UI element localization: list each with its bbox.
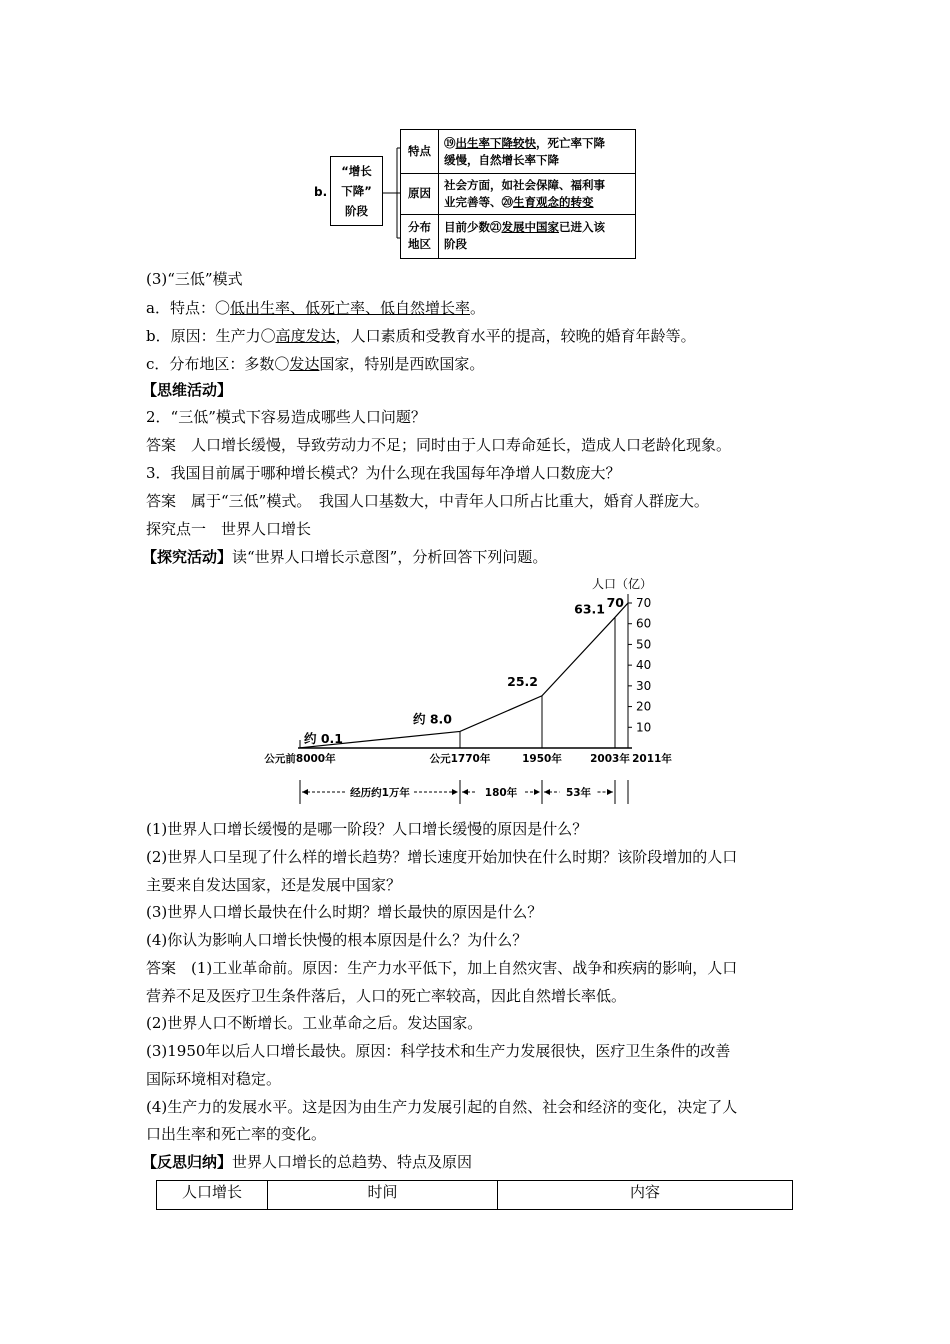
data-label: 约 8.0 [413, 711, 452, 727]
chart-answer-1a: 答案 (1)工业革命前。原因：生产力水平低下，加上自然灾害、战争和疾病的影响，人口 [146, 959, 738, 977]
row-content-features: ⑲出生率下降较快，死亡率下降 缓慢，自然增长率下降 [444, 136, 605, 167]
x-tick-label: 2011年 [632, 753, 672, 765]
table-header-content: 内容 [498, 1181, 793, 1210]
thinking-activity-heading: 【思维活动】 [142, 381, 233, 399]
chart-answer-3a: (3)1950年以后人口增长最快。原因：科学技术和生产力发展很快，医疗卫生条件的改善 [146, 1042, 731, 1060]
chart-answer-4b: 口出生率和死亡率的变化。 [146, 1125, 327, 1143]
chart-answer-2: (2)世界人口不断增长。工业革命之后。发达国家。 [146, 1014, 483, 1032]
three-low-regions: c．分布地区：多数〇发达国家，特别是西欧国家。 [146, 355, 485, 373]
span-arrow-head [302, 789, 308, 795]
table-row [157, 1181, 793, 1210]
inquiry-activity-line: 【探究活动】读“世界人口增长示意图”，分析回答下列问题。 [142, 548, 548, 566]
y-tick-label: 20 [636, 699, 652, 714]
three-low-reasons: b．原因：生产力〇高度发达，人口素质和受教育水平的提高，较晚的婚育年龄等。 [146, 327, 696, 345]
data-label: 约 0.1 [304, 730, 343, 746]
y-tick-label: 40 [636, 658, 652, 673]
row-content-regions: 目前少数㉑发展中国家已进入该 阶段 [444, 220, 605, 251]
span-label: 经历约1万年 [350, 787, 410, 799]
diagram-prefix: b. [314, 185, 328, 199]
data-label: 70 [606, 595, 624, 610]
stage-box [330, 156, 383, 226]
chart-answer-3b: 国际环境相对稳定。 [146, 1070, 282, 1088]
table-header-time: 时间 [268, 1181, 498, 1210]
span-arrow-head [544, 789, 550, 795]
chart-answer-1b: 营养不足及医疗卫生条件落后，人口的死亡率较高，因此自然增长率低。 [146, 987, 627, 1005]
x-tick-label: 公元1770年 [429, 753, 491, 765]
three-low-heading: (3)“三低”模式 [146, 270, 243, 288]
x-tick-label: 1950年 [522, 753, 562, 765]
table-header-growth: 人口增长 [157, 1181, 268, 1210]
row-label-features: 特点 [408, 144, 431, 158]
stage-line-3: 阶段 [345, 204, 368, 218]
population-growth-chart [264, 574, 680, 809]
answer-2: 答案 人口增长缓慢，导致劳动力不足；同时由于人口寿命延长，造成人口老龄化现象。 [146, 436, 732, 454]
data-label: 63.1 [574, 601, 605, 617]
stage-line-1: “增长 [341, 164, 372, 178]
summary-table [156, 1180, 793, 1210]
chart-answer-4a: (4)生产力的发展水平。这是因为由生产力发展引起的自然、社会和经济的变化，决定了人 [146, 1098, 738, 1116]
row-content-reasons: 社会方面，如社会保障、福利事 业完善等、⑳生育观念的转变 [444, 178, 605, 209]
span-arrow-head [534, 789, 540, 795]
span-arrow-head [462, 789, 468, 795]
y-tick-label: 50 [636, 637, 652, 652]
y-tick-label: 10 [636, 720, 652, 735]
chart-question-2a: (2)世界人口呈现了什么样的增长趋势？增长速度开始加快在什么时期？该阶段增加的人口 [146, 848, 738, 866]
row-label-regions: 分布 地区 [408, 220, 431, 251]
chart-question-1: (1)世界人口增长缓慢的是哪一阶段？人口增长缓慢的原因是什么？ [146, 820, 588, 838]
y-axis-label: 人口（亿） [592, 577, 653, 591]
three-low-features: a．特点：〇低出生率、低死亡率、低自然增长率。 [146, 299, 485, 317]
chart-question-4: (4)你认为影响人口增长快慢的根本原因是什么？为什么？ [146, 931, 528, 949]
answer-3: 答案 属于“三低”模式。 我国人口基数大，中青年人口所占比重大，婚育人群庞大。 [146, 492, 709, 510]
row-label-reasons: 原因 [408, 186, 431, 200]
x-tick-label: 公元前8000年 [264, 753, 336, 765]
question-3: 3．我国目前属于哪种增长模式？为什么现在我国每年净增人口数庞大？ [146, 464, 621, 482]
y-tick-label: 30 [636, 678, 652, 693]
y-tick-label: 70 [636, 596, 652, 610]
stage-diagram [310, 127, 640, 261]
span-arrow-head [607, 789, 613, 795]
stage-line-2: 下降” [341, 184, 372, 198]
data-label: 25.2 [507, 673, 538, 689]
chart-question-2b: 主要来自发达国家，还是发展中国家？ [146, 876, 402, 894]
span-label: 53年 [565, 787, 592, 799]
chart-question-3: (3)世界人口增长最快在什么时期？增长最快的原因是什么？ [146, 903, 543, 921]
y-tick-label: 60 [636, 616, 652, 631]
stage-detail-table [400, 129, 636, 259]
span-label: 180年 [484, 787, 518, 799]
span-arrow-head [452, 789, 458, 795]
reflection-heading: 【反思归纳】世界人口增长的总趋势、特点及原因 [142, 1153, 473, 1171]
population-series-line [300, 603, 628, 748]
inquiry-point-heading: 探究点一 世界人口增长 [146, 520, 312, 538]
x-tick-label: 2003年 [590, 753, 630, 765]
question-2: 2．“三低”模式下容易造成哪些人口问题？ [146, 408, 426, 426]
